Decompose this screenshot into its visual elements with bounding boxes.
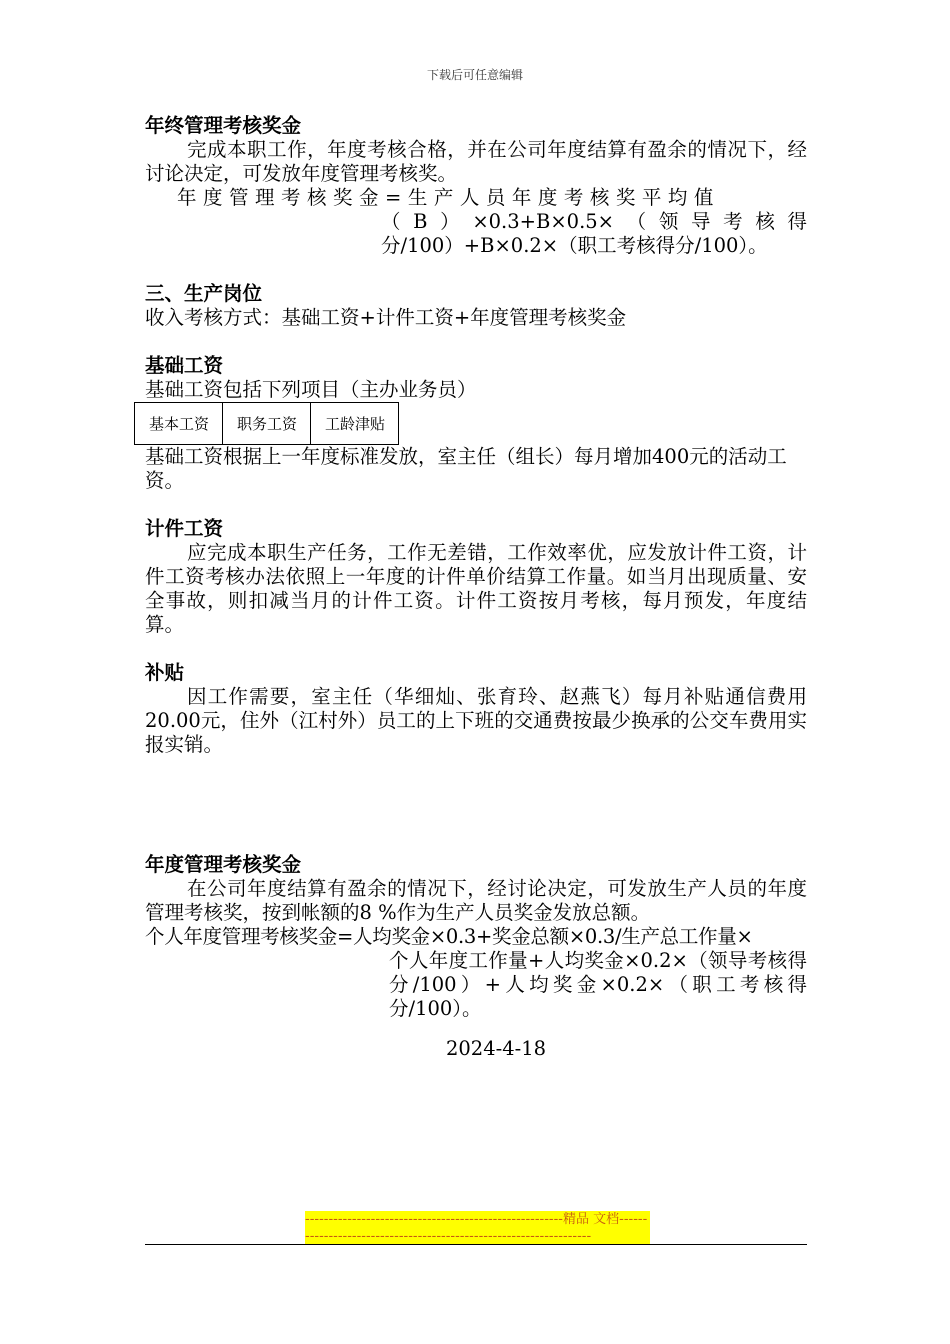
document-body [145,114,807,1061]
table-cell-basic-salary: 基本工资 [135,403,223,445]
table-cell-seniority-allowance: 工龄津贴 [311,403,399,445]
base-salary-intro: 基础工资包括下列项目（主办业务员） [145,378,477,401]
year-end-bonus-formula-lead: 年度管理考核奖金=生产人员年度考核奖平均值 [177,186,720,209]
piece-wage-paragraph: 应完成本职生产任务，工作无差错，工作效率优，应发放计件工资，计件工资考核办法依照上一年度的计件单价结算工作量。如当月出现质量、安全事故，则扣减当月的计件工资。计件工资按月考核，每月预发，年度结算。 [145,541,807,636]
subsidy-paragraph: 因工作需要，室主任（华细灿、张育玲、赵燕飞）每月补贴通信费用20.00元，住外（江村外）员工的上下班的交通费按最少换承的公交车费用实报实销。 [145,685,807,756]
footer-divider [145,1244,807,1245]
section-title-annual-bonus: 年度管理考核奖金 [145,853,302,876]
annual-bonus-paragraph: 在公司年度结算有盈余的情况下，经讨论决定，可发放生产人员的年度管理考核奖，按到帐额的8 %作为生产人员奖金发放总额。 [145,877,807,924]
section-title-production-posts: 三、生产岗位 [145,282,263,305]
table-cell-position-salary: 职务工资 [223,403,311,445]
section-title-piece-wage: 计件工资 [145,517,224,540]
annual-bonus-formula-lead: 个人年度管理考核奖金=人均奖金×0.3+奖金总额×0.3/生产总工作量× [145,925,753,948]
year-end-bonus-formula-continuation: （B）×0.3+B×0.5×（领导考核得分/100）+B×0.2×（职工考核得分/100）。 [381,210,807,257]
document-date: 2024-4-18 [445,1037,547,1060]
base-salary-note: 基础工资根据上一年度标准发放，室主任（组长）每月增加400元的活动工资。 [145,445,787,492]
section-title-year-end-bonus: 年终管理考核奖金 [145,114,302,137]
annual-bonus-formula-continuation: 个人年度工作量+人均奖金×0.2×（领导考核得分/100）+人均奖金×0.2×（职工考核得分/100）。 [389,949,807,1020]
base-salary-table [134,402,399,445]
footer-highlight-text: -------------------------------------------------------精品 文档------------------------------------------------------------------- [305,1211,650,1245]
section-title-base-salary: 基础工资 [145,354,224,377]
page-header-note: 下载后可任意编辑 [426,68,523,82]
section-title-subsidy: 补贴 [145,661,185,684]
table-row [135,403,399,445]
income-assessment-method: 收入考核方式：基础工资+计件工资+年度管理考核奖金 [145,306,627,329]
year-end-bonus-paragraph: 完成本职工作，年度考核合格，并在公司年度结算有盈余的情况下，经讨论决定，可发放年度管理考核奖。 [145,138,807,185]
